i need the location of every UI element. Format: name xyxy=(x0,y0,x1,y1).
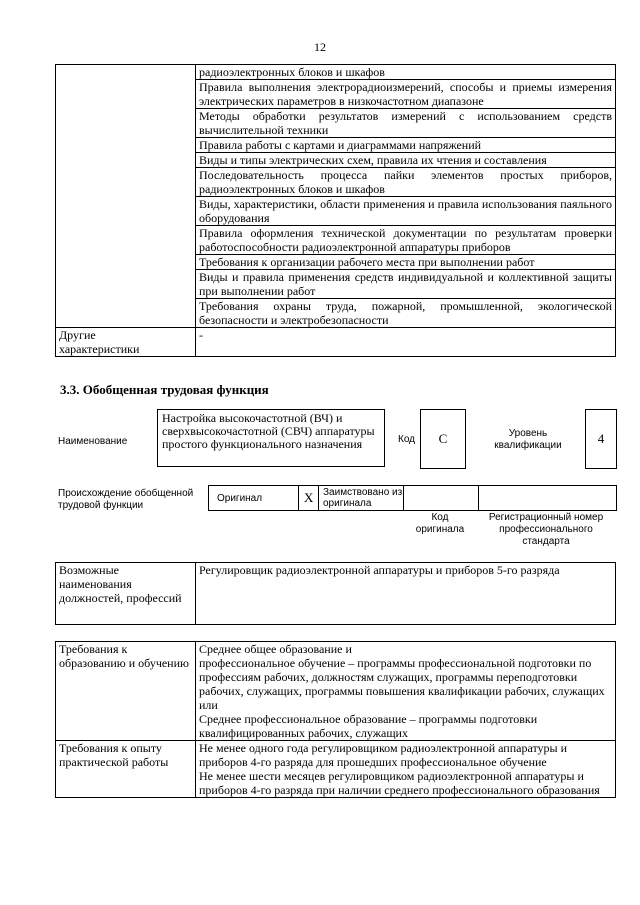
experience-line: Не менее шести месяцев регулировщиком радиоэлектронной аппаратуры и приборов 4-го разряда при наличии среднего профессионального образования xyxy=(199,769,600,797)
positions-value: Регулировщик радиоэлектронной аппаратуры и приборов 5-го разряда xyxy=(196,563,616,625)
section-heading: 3.3. Обобщенная трудовая функция xyxy=(60,382,269,397)
knowledge-item: Правила работы с картами и диаграммами напряжений xyxy=(196,138,615,153)
knowledge-row xyxy=(56,65,616,328)
positions-table xyxy=(55,562,616,625)
positions-label: Возможные наименования должностей, профессий xyxy=(56,563,196,625)
experience-label: Требования к опыту практической работы xyxy=(56,741,196,798)
knowledge-item: Виды и правила применения средств индивидуальной и коллективной защиты при выполнении работ xyxy=(196,270,615,299)
origin-code-cell xyxy=(404,486,479,510)
requirements-table xyxy=(55,641,616,798)
experience-row xyxy=(56,741,616,798)
knowledge-item: Требования охраны труда, пожарной, промышленной, экологической безопасности и электробезопасности xyxy=(199,299,612,327)
knowledge-item: Виды и типы электрических схем, правила их чтения и составления xyxy=(196,153,615,168)
name-label: Наименование xyxy=(58,436,128,447)
origin-mark: X xyxy=(304,490,314,505)
positions-row xyxy=(56,563,616,625)
origin-borrowed-text: Заимствовано из оригинала xyxy=(323,487,403,509)
other-characteristics-value: - xyxy=(196,328,616,357)
qualification-level-label: Уровень квалификации xyxy=(494,428,562,451)
registration-number-caption: Регистрационный номер профессионального стандарта xyxy=(488,512,604,547)
function-code-box: C xyxy=(420,409,466,469)
other-label-line: Другие xyxy=(59,328,96,342)
education-line: Среднее профессиональное образование – программы подготовки квалифицированных рабочих, служащих xyxy=(199,712,538,740)
page-number: 12 xyxy=(314,40,326,54)
education-label: Требования к образованию и обучению xyxy=(56,642,196,741)
education-value xyxy=(196,642,616,741)
knowledge-items-cell xyxy=(196,65,616,328)
code-original-caption: Код оригинала xyxy=(415,512,465,535)
experience-value xyxy=(196,741,616,798)
education-line: профессиональное обучение – программы профессиональной подготовки по профессиям рабочих, должностям служащих, программы переподготовки рабочих, служащих, программы повышения квалификации рабочих, служащих xyxy=(199,656,605,698)
origin-label: Происхождение обобщенной трудовой функции xyxy=(58,488,194,511)
education-row xyxy=(56,642,616,741)
origin-original-text: Оригинал xyxy=(217,493,263,504)
knowledge-item: Правила выполнения электрорадиоизмерений, способы и приемы измерения электрических параметров в низкочастотном диапазоне xyxy=(196,80,615,109)
knowledge-item: радиоэлектронных блоков и шкафов xyxy=(196,65,615,80)
other-characteristics-label xyxy=(56,328,196,357)
knowledge-item: Требования к организации рабочего места при выполнении работ xyxy=(196,255,615,270)
knowledge-item: Виды, характеристики, области применения и правила использования паяльного оборудования xyxy=(196,197,615,226)
experience-line: Не менее одного года регулировщиком радиоэлектронной аппаратуры и приборов 4-го разряда для прошедших профессиональное обучение xyxy=(199,741,568,769)
knowledge-item: Правила оформления технической документации по результатам проверки работоспособности радиоэлектронной аппаратуры приборов xyxy=(196,226,615,255)
qualification-level-box: 4 xyxy=(585,409,617,469)
education-line: или xyxy=(199,698,218,712)
knowledge-label-cell xyxy=(56,65,196,328)
origin-borrowed-cell xyxy=(319,486,404,510)
origin-mark-cell xyxy=(299,486,319,510)
origin-row xyxy=(208,485,617,511)
other-label-line: характеристики xyxy=(59,342,140,356)
origin-original-cell xyxy=(209,486,299,510)
other-characteristics-row xyxy=(56,328,616,357)
function-name-box: Настройка высокочастотной (ВЧ) и сверхвысокочастотной (СВЧ) аппаратуры простого функционального назначения xyxy=(157,409,385,467)
education-line: Среднее общее образование и xyxy=(199,642,352,656)
knowledge-table xyxy=(55,64,616,357)
knowledge-item: Последовательность процесса пайки элементов простых приборов, радиоэлектронных блоков и шкафов xyxy=(196,168,615,197)
knowledge-item: Методы обработки результатов измерений с использованием средств вычислительной техники xyxy=(196,109,615,138)
code-label: Код xyxy=(398,434,416,445)
origin-regnum-cell xyxy=(479,486,616,510)
